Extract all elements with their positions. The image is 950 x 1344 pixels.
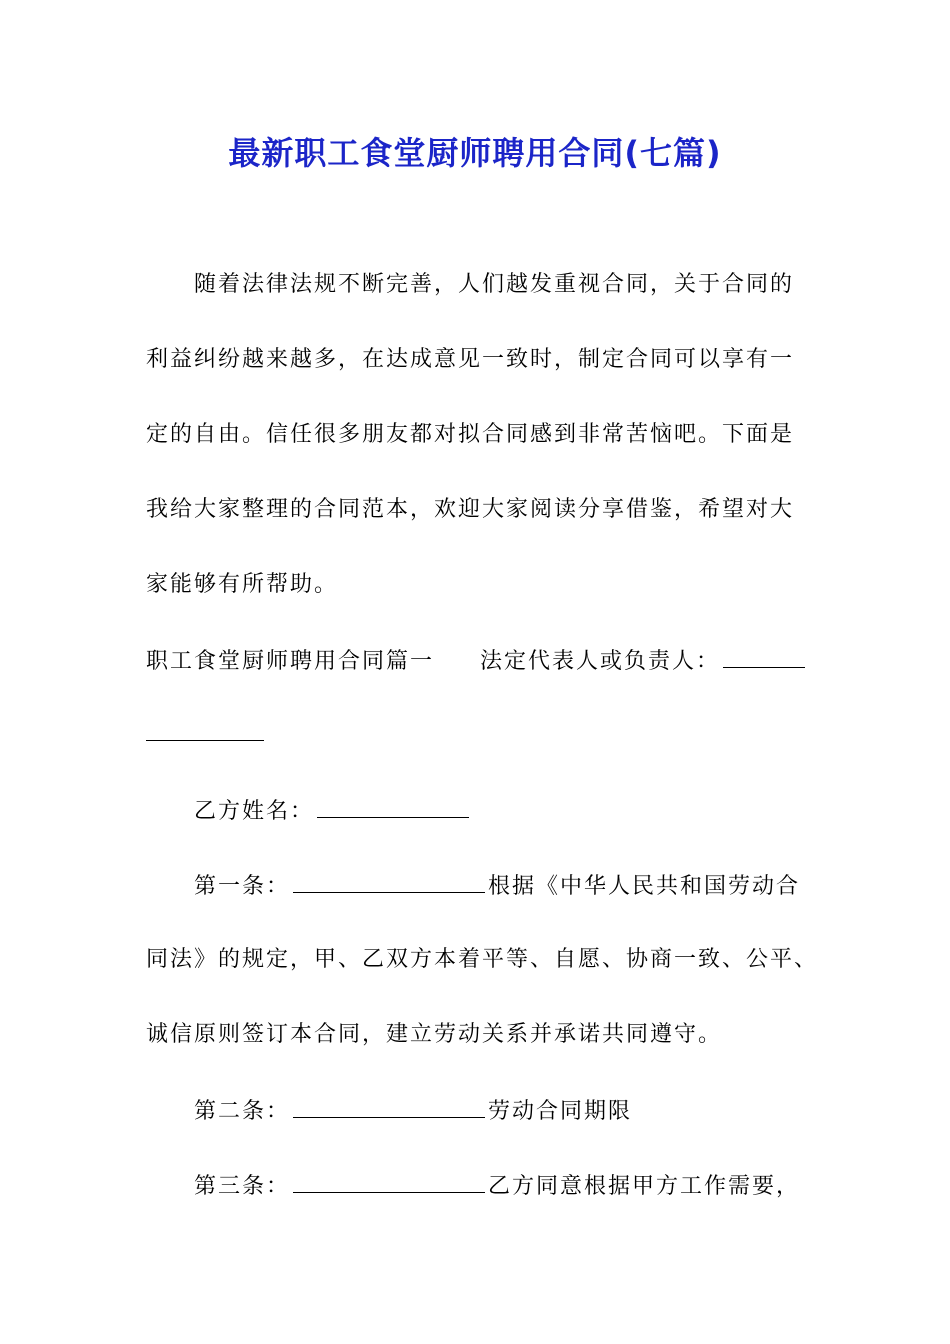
party-b-label: 乙方姓名：: [194, 799, 315, 824]
section-heading: 职工食堂厨师聘用合同篇一: [146, 649, 435, 674]
legal-rep-label: 法定代表人或负责人：: [480, 649, 721, 674]
intro-line: 随着法律法规不断完善，人们越发重视合同，关于合同的: [194, 272, 795, 297]
article1-label: 第一条：: [194, 874, 291, 899]
document-title: 最新职工食堂厨师聘用合同(七篇): [228, 134, 722, 172]
article3-label: 第三条：: [194, 1174, 291, 1199]
party-b-line: [194, 795, 472, 827]
article3-blank: [293, 1170, 485, 1193]
party-b-name-blank: [317, 795, 469, 818]
article2-label: 第二条：: [194, 1099, 291, 1124]
article1-text-line: 同法》的规定，甲、乙双方本着平等、自愿、协商一致、公平、: [146, 947, 819, 972]
article2-text: 劳动合同期限: [488, 1099, 633, 1124]
article1-text-line: 诚信原则签订本合同，建立劳动关系并承诺共同遵守。: [146, 1022, 723, 1047]
legal-rep-blank-continued: [146, 740, 264, 741]
section-heading-line: [146, 645, 808, 677]
intro-line: 家能够有所帮助。: [146, 572, 339, 597]
article1-blank: [293, 870, 485, 893]
article2-blank: [293, 1095, 485, 1118]
article1-text: 根据《中华人民共和国劳动合: [488, 874, 801, 899]
intro-line: 定的自由。信任很多朋友都对拟合同感到非常苦恼吧。下面是: [146, 422, 795, 447]
article3-line: [194, 1170, 800, 1202]
article2-line: [194, 1095, 632, 1127]
intro-line: 我给大家整理的合同范本，欢迎大家阅读分享借鉴，希望对大: [146, 497, 795, 522]
legal-rep-blank: [723, 645, 805, 668]
article1-line: [194, 870, 800, 902]
intro-line: 利益纠纷越来越多，在达成意见一致时，制定合同可以享有一: [146, 347, 795, 372]
article3-text: 乙方同意根据甲方工作需要，: [488, 1174, 801, 1199]
